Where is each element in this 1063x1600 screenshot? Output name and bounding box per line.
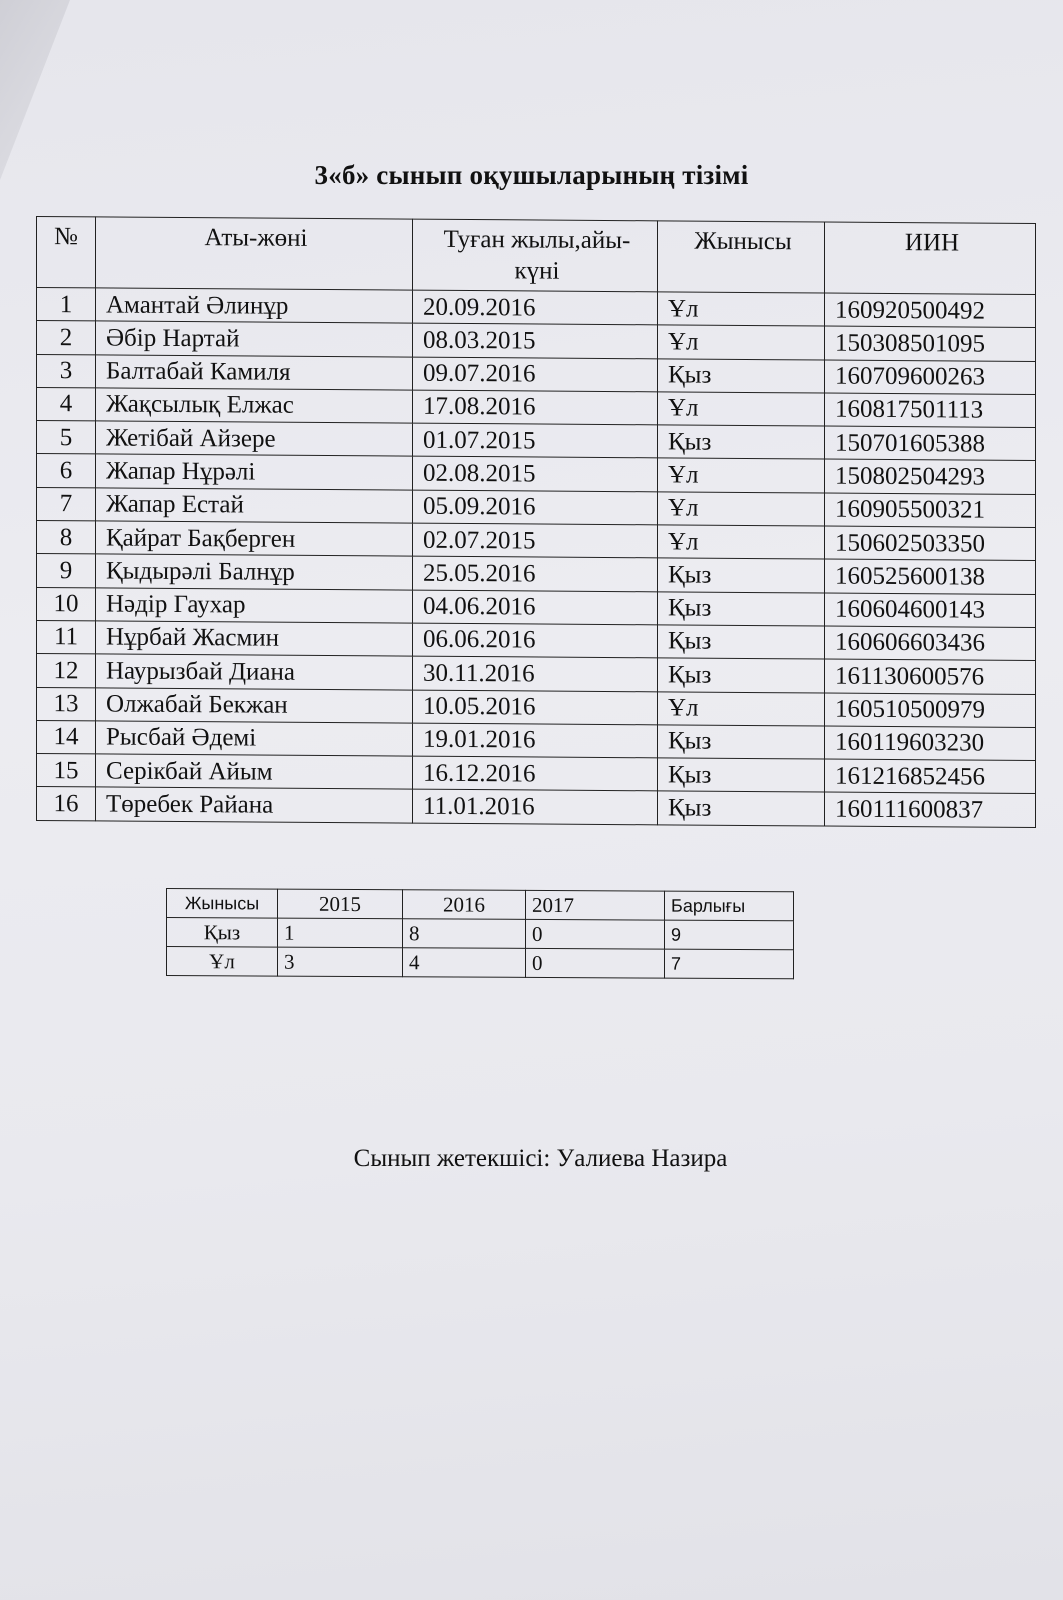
student-name: Жапар Естай <box>96 488 413 524</box>
row-number: 11 <box>37 620 96 654</box>
row-number: 2 <box>37 321 96 355</box>
gender: Ұл <box>658 392 825 426</box>
student-name: Олжабай Бекжан <box>96 687 413 723</box>
birth-date: 09.07.2016 <box>413 357 658 392</box>
gender: Ұл <box>658 458 825 492</box>
iin-number: 150701605388 <box>825 426 1036 461</box>
gender: Ұл <box>658 492 825 526</box>
student-name: Нәдір Гаухар <box>96 588 413 624</box>
gender: Ұл <box>658 292 825 326</box>
birth-date: 10.05.2016 <box>413 690 658 725</box>
student-name: Жетібай Айзере <box>96 421 413 457</box>
summary-header-gender: Жынысы <box>167 889 278 919</box>
student-name: Рысбай Әдемі <box>96 721 413 757</box>
iin-number: 160709600263 <box>825 360 1036 395</box>
summary-total: 9 <box>665 920 794 950</box>
student-name: Төребек Райана <box>96 787 413 823</box>
row-number: 4 <box>37 387 96 421</box>
birth-date: 11.01.2016 <box>413 790 658 825</box>
iin-number: 160905500321 <box>825 493 1036 528</box>
row-number: 16 <box>37 787 96 821</box>
gender: Қыз <box>658 358 825 392</box>
iin-number: 160525600138 <box>825 559 1036 594</box>
header-name: Аты-жөні <box>96 217 413 290</box>
header-birth: Туған жылы,айы-күні <box>413 219 658 292</box>
birth-date: 06.06.2016 <box>413 623 658 658</box>
iin-number: 161130600576 <box>825 659 1036 694</box>
row-number: 14 <box>37 720 96 754</box>
row-number: 6 <box>37 454 96 488</box>
class-teacher-line: Сынып жетекшісі: Уалиева Назира <box>353 1145 728 1172</box>
student-name: Амантай Әлинұр <box>96 288 413 324</box>
summary-2015: 3 <box>278 947 403 977</box>
gender: Қыз <box>658 658 825 692</box>
student-name: Әбір Нартай <box>96 321 413 357</box>
student-name: Балтабай Камиля <box>96 355 413 391</box>
birth-date: 02.08.2015 <box>413 457 658 492</box>
summary-header <box>167 889 794 921</box>
iin-number: 150802504293 <box>825 459 1036 494</box>
gender: Қыз <box>658 725 825 759</box>
row-number: 8 <box>37 521 96 555</box>
iin-number: 160510500979 <box>825 693 1036 728</box>
gender: Қыз <box>658 625 825 659</box>
summary-row <box>167 918 794 950</box>
student-name: Нұрбай Жасмин <box>96 621 413 657</box>
page-fold-shadow <box>0 0 70 180</box>
student-name: Жақсылық Елжас <box>96 388 413 424</box>
row-number: 10 <box>37 587 96 621</box>
summary-header-2017: 2017 <box>526 890 665 920</box>
header-iin: ИИН <box>825 222 1036 294</box>
student-name: Жапар Нұрәлі <box>96 454 413 490</box>
summary-total: 7 <box>665 949 794 979</box>
birth-date: 08.03.2015 <box>413 323 658 358</box>
iin-number: 150602503350 <box>825 526 1036 561</box>
gender: Қыз <box>658 425 825 459</box>
summary-2015: 1 <box>278 918 403 948</box>
summary-2017: 0 <box>526 948 665 978</box>
birth-date: 30.11.2016 <box>413 656 658 691</box>
birth-date: 16.12.2016 <box>413 756 658 791</box>
row-number: 9 <box>37 554 96 588</box>
table-row <box>37 787 1036 827</box>
birth-date: 05.09.2016 <box>413 490 658 525</box>
students-table <box>36 216 1036 828</box>
birth-date: 02.07.2015 <box>413 523 658 558</box>
row-number: 5 <box>37 421 96 455</box>
students-table-header <box>37 217 1036 295</box>
birth-date: 04.06.2016 <box>413 590 658 625</box>
student-name: Серікбай Айым <box>96 754 413 790</box>
summary-gender: Ұл <box>167 947 278 977</box>
summary-2017: 0 <box>526 919 665 949</box>
row-number: 7 <box>37 487 96 521</box>
document-title: 3«б» сынып оқушыларының тізімі <box>314 160 749 190</box>
gender: Қыз <box>658 758 825 792</box>
iin-number: 160111600837 <box>825 792 1036 827</box>
iin-number: 160119603230 <box>825 726 1036 761</box>
row-number: 15 <box>37 754 96 788</box>
summary-row <box>167 947 794 979</box>
summary-2016: 8 <box>403 919 526 949</box>
iin-number: 160920500492 <box>825 293 1036 328</box>
birth-date: 19.01.2016 <box>413 723 658 758</box>
birth-date: 20.09.2016 <box>413 290 658 325</box>
gender: Ұл <box>658 325 825 359</box>
student-name: Қайрат Бақберген <box>96 521 413 557</box>
birth-date: 01.07.2015 <box>413 423 658 458</box>
summary-gender: Қыз <box>167 918 278 948</box>
iin-number: 150308501095 <box>825 326 1036 361</box>
summary-table <box>166 888 794 979</box>
gender: Қыз <box>658 791 825 825</box>
summary-header-2016: 2016 <box>403 890 526 920</box>
header-gender: Жынысы <box>658 221 825 293</box>
gender: Қыз <box>658 592 825 626</box>
row-number: 12 <box>37 654 96 688</box>
row-number: 1 <box>37 288 96 322</box>
summary-header-2015: 2015 <box>278 889 403 919</box>
summary-2016: 4 <box>403 948 526 978</box>
iin-number: 161216852456 <box>825 759 1036 794</box>
student-name: Наурызбай Диана <box>96 654 413 690</box>
iin-number: 160604600143 <box>825 593 1036 628</box>
row-number: 3 <box>37 354 96 388</box>
header-num: № <box>37 217 96 288</box>
student-name: Қыдырәлі Балнұр <box>96 554 413 590</box>
row-number: 13 <box>37 687 96 721</box>
gender: Ұл <box>658 691 825 725</box>
iin-number: 160606603436 <box>825 626 1036 661</box>
birth-date: 17.08.2016 <box>413 390 658 425</box>
summary-header-total: Барлығы <box>665 891 794 921</box>
birth-date: 25.05.2016 <box>413 557 658 592</box>
iin-number: 160817501113 <box>825 393 1036 428</box>
gender: Ұл <box>658 525 825 559</box>
gender: Қыз <box>658 558 825 592</box>
